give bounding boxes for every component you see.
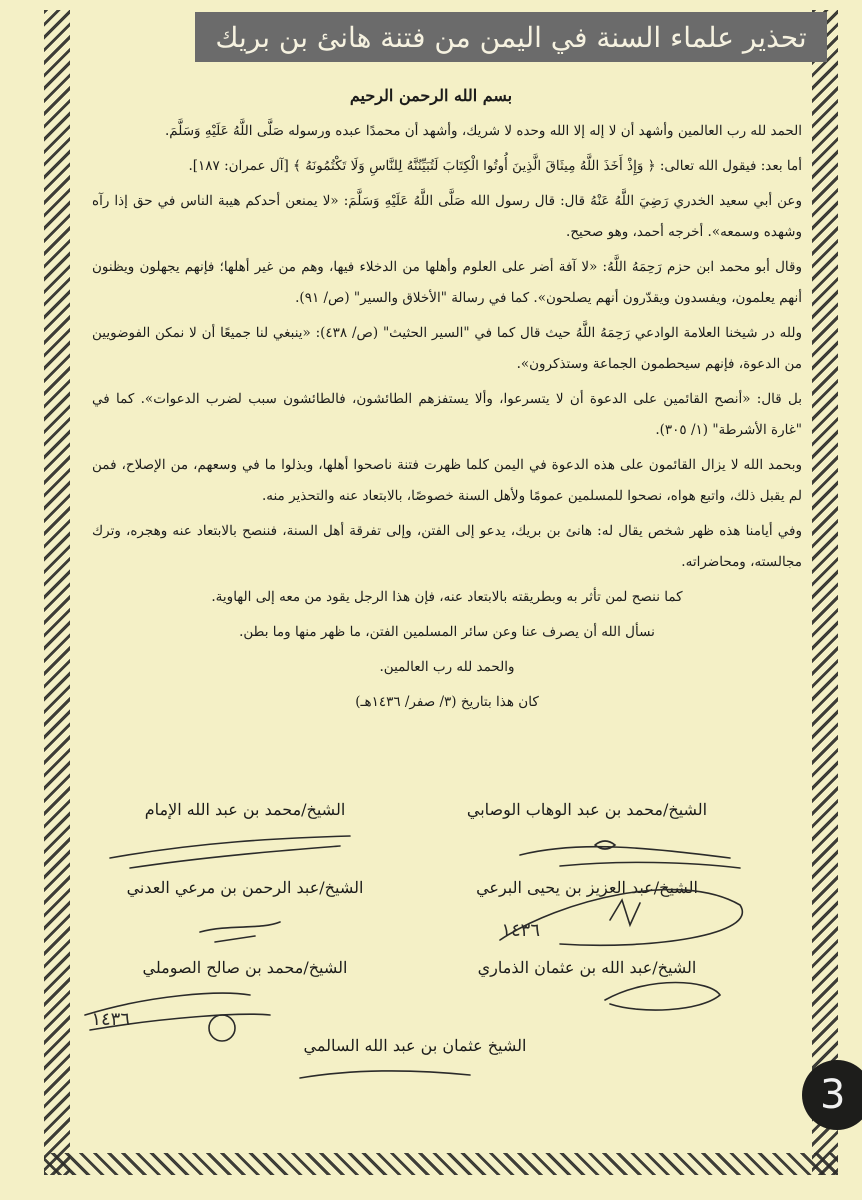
page-badge: 3 — [802, 1060, 862, 1130]
basmala: بسم الله الرحمن الرحيم — [349, 86, 513, 105]
paragraph: الحمد لله رب العالمين وأشهد أن لا إله إلا الله وحده لا شريك، وأشهد أن محمدًا عبده ورسوله صَلَّى اللَّهُ عَلَيْهِ وَسَلَّمَ. — [164, 123, 802, 139]
paragraph: وعن أبي سعيد الخدري رَضِيَ اللَّهُ عَنْهُ قال: قال رسول الله صَلَّى اللَّهُ عَلَيْهِ وَسَلَّمَ: «لا يمنعن أحدكم هيبة الناس في حق إذا رآه وشهده وسمعه». أخرجه أحمد، وهو صحيح. — [92, 193, 802, 240]
signature-aladani: الشيخ/عبد الرحمن بن مرعي العدني — [126, 878, 364, 897]
document-date: كان هذا بتاريخ (٣/ صفر/ ١٤٣٦هـ) — [355, 694, 539, 710]
paragraph: ولله در شيخنا العلامة الوادعي رَحِمَهُ اللَّهُ حيث قال كما في "السير الحثيث" (ص/ ٤٣٨): «ينبغي لنا جميعًا أن لا نمكن الفوضويين من الدعوة، فإنهم سيحطمون الجماعة وستذكرون». — [92, 325, 802, 372]
stamp-date-2: ١٤٣٦ — [91, 1009, 130, 1030]
signature-aldhamari: الشيخ/عبد الله بن عثمان الذماري — [477, 958, 697, 977]
signature-albura: الشيخ/عبد العزيز بن يحيى البرعي — [476, 878, 698, 897]
paragraph: والحمد لله رب العالمين. — [379, 659, 515, 675]
signature-alwasabi: الشيخ/محمد بن عبد الوهاب الوصابي — [466, 800, 708, 819]
paragraph: وفي أيامنا هذه ظهر شخص يقال له: هانئ بن بريك، يدعو إلى الفتن، وإلى تفرقة أهل السنة، فننصح بالابتعاد عنه وهجره، وترك مجالسته، ومحاضراته. — [92, 523, 802, 570]
stamp-date-1: ١٤٣٦ — [501, 920, 540, 941]
paragraph: أما بعد: فيقول الله تعالى: ﴿ وَإِذْ أَخَذَ اللَّهُ مِيثَاقَ الَّذِينَ أُوتُوا الْكِتَابَ لَتُبَيِّنُنَّهُ لِلنَّاسِ وَلَا تَكْتُمُونَهُ ﴾ [آل عمران: ١٨٧]. — [188, 158, 802, 174]
signature-alimam: الشيخ/محمد بن عبد الله الإمام — [144, 800, 346, 819]
signature-alsoumali: الشيخ/محمد بن صالح الصوملي — [142, 958, 348, 977]
paragraph: بل قال: «أنصح القائمين على الدعوة أن لا يتسرعوا، وألا يستفزهم الطائشون، فالطائشون سبب لضرب الدعوات». كما في "غارة الأشرطة" (١/ ٣٠٥). — [92, 391, 802, 438]
paragraph: كما ننصح لمن تأثر به وبطريقته بالابتعاد عنه، فإن هذا الرجل يقود من معه إلى الهاوية. — [211, 589, 683, 605]
paragraph: وبحمد الله لا يزال القائمون على هذه الدعوة في اليمن كلما ظهرت فتنة ناصحوا أهلها، وبذلوا ما في وسعهم، من الإصلاح، فمن لم يقبل ذلك، واتبع هواه، نصحوا للمسلمين عمومًا ولأهل السنة خصوصًا، بالابتعاد عنه والتحذير منه. — [92, 457, 802, 504]
paragraph: نسأل الله أن يصرف عنا وعن سائر المسلمين الفتن، ما ظهر منها وما بطن. — [239, 624, 655, 640]
document-title: تحذير علماء السنة في اليمن من فتنة هانئ بن بريك — [215, 20, 807, 54]
paragraph: وقال أبو محمد ابن حزم رَحِمَهُ اللَّهُ: «لا آفة أضر على العلوم وأهلها من الدخلاء فيها، وهم من غير أهلها؛ فإنهم يجهلون ويظنون أنهم يعلمون، ويفسدون ويقدّرون أنهم يصلحون». كما في رسالة "الأخلاق والسير" (ص/ ٩١). — [92, 259, 802, 306]
signature-alsalimi: الشيخ عثمان بن عبد الله السالمي — [303, 1036, 527, 1055]
